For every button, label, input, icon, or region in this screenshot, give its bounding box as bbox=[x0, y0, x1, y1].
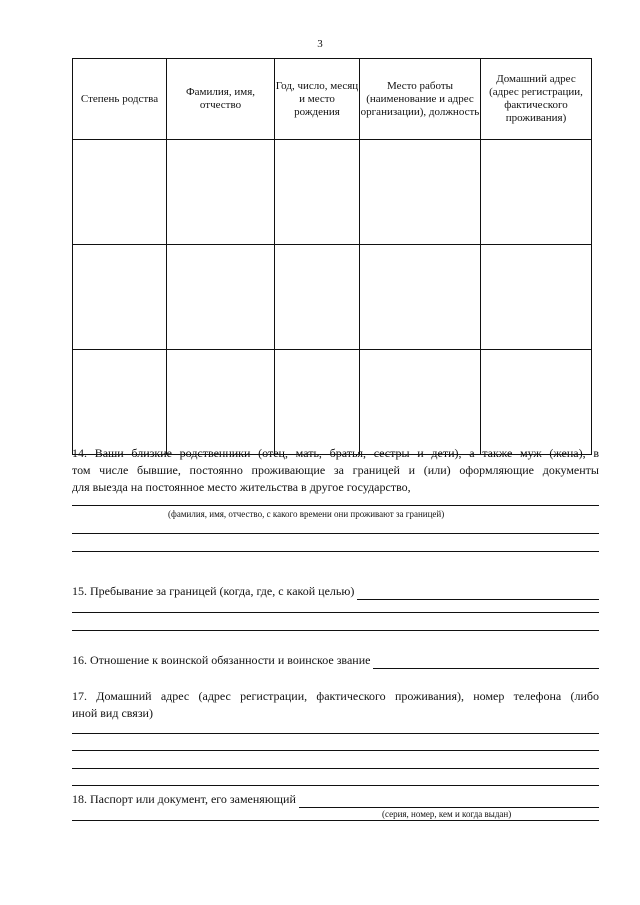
q17-answer-line[interactable] bbox=[72, 785, 599, 786]
q14-answer-line[interactable] bbox=[72, 505, 599, 506]
table-cell[interactable] bbox=[275, 350, 360, 455]
q17-answer-line[interactable] bbox=[72, 750, 599, 751]
header-workplace: Место работы (наименование и адрес организации), должность bbox=[360, 59, 481, 140]
q18-label: 18. Паспорт или документ, его заменяющий bbox=[72, 792, 296, 806]
table-cell[interactable] bbox=[73, 245, 167, 350]
q15-answer-line[interactable] bbox=[357, 587, 599, 600]
table-cell[interactable] bbox=[73, 350, 167, 455]
header-relation: Степень родства bbox=[73, 59, 167, 140]
table-cell[interactable] bbox=[360, 245, 481, 350]
table-cell[interactable] bbox=[167, 245, 275, 350]
q14-line-2: том числе бывшие, постоянно проживающие за границей и (или) оформляющие документы bbox=[72, 463, 599, 477]
q17-answer-line[interactable] bbox=[72, 768, 599, 769]
table-cell[interactable] bbox=[275, 140, 360, 245]
q17-line-1: 17. Домашний адрес (адрес регистрации, фактического проживания), номер телефона (либо bbox=[72, 689, 599, 703]
table-row bbox=[73, 350, 592, 455]
table-cell[interactable] bbox=[167, 350, 275, 455]
table-cell[interactable] bbox=[481, 140, 592, 245]
q16-answer-line[interactable] bbox=[373, 656, 599, 669]
q18-answer-line[interactable] bbox=[299, 795, 599, 808]
header-full-name: Фамилия, имя, отчество bbox=[167, 59, 275, 140]
table-cell[interactable] bbox=[167, 140, 275, 245]
header-home-address: Домашний адрес (адрес регистрации, фактического проживания) bbox=[481, 59, 592, 140]
q15-label: 15. Пребывание за границей (когда, где, с какой целью) bbox=[72, 584, 355, 598]
table-cell[interactable] bbox=[73, 140, 167, 245]
table-cell[interactable] bbox=[275, 245, 360, 350]
table-header-row bbox=[73, 59, 592, 140]
table-row bbox=[73, 245, 592, 350]
q18-row bbox=[72, 791, 599, 808]
table-cell[interactable] bbox=[481, 350, 592, 455]
q16-row bbox=[72, 652, 599, 669]
q15-row bbox=[72, 583, 599, 600]
table-cell[interactable] bbox=[360, 350, 481, 455]
q16-label: 16. Отношение к воинской обязанности и воинское звание bbox=[72, 653, 371, 667]
page-number: 3 bbox=[317, 38, 323, 50]
q15-answer-line[interactable] bbox=[72, 612, 599, 613]
relatives-table bbox=[72, 58, 592, 455]
q14-line-1: 14. Ваши близкие родственники (отец, мать, братья, сестры и дети), а также муж (жена), в bbox=[72, 446, 599, 460]
q17-line-2: иной вид связи) bbox=[72, 706, 153, 720]
q18-caption: (серия, номер, кем и когда выдан) bbox=[382, 809, 512, 819]
header-birth: Год, число, месяц и место рождения bbox=[275, 59, 360, 140]
table-cell[interactable] bbox=[481, 245, 592, 350]
table-cell[interactable] bbox=[360, 140, 481, 245]
q14-line-3: для выезда на постоянное место жительства в другое государство, bbox=[72, 480, 411, 494]
table-row bbox=[73, 140, 592, 245]
q18-answer-line[interactable] bbox=[72, 820, 599, 821]
q15-answer-line[interactable] bbox=[72, 630, 599, 631]
q17-answer-line[interactable] bbox=[72, 733, 599, 734]
q14-answer-line[interactable] bbox=[72, 551, 599, 552]
q14-answer-line[interactable] bbox=[72, 533, 599, 534]
q14-caption: (фамилия, имя, отчество, с какого времени они проживают за границей) bbox=[168, 509, 445, 519]
